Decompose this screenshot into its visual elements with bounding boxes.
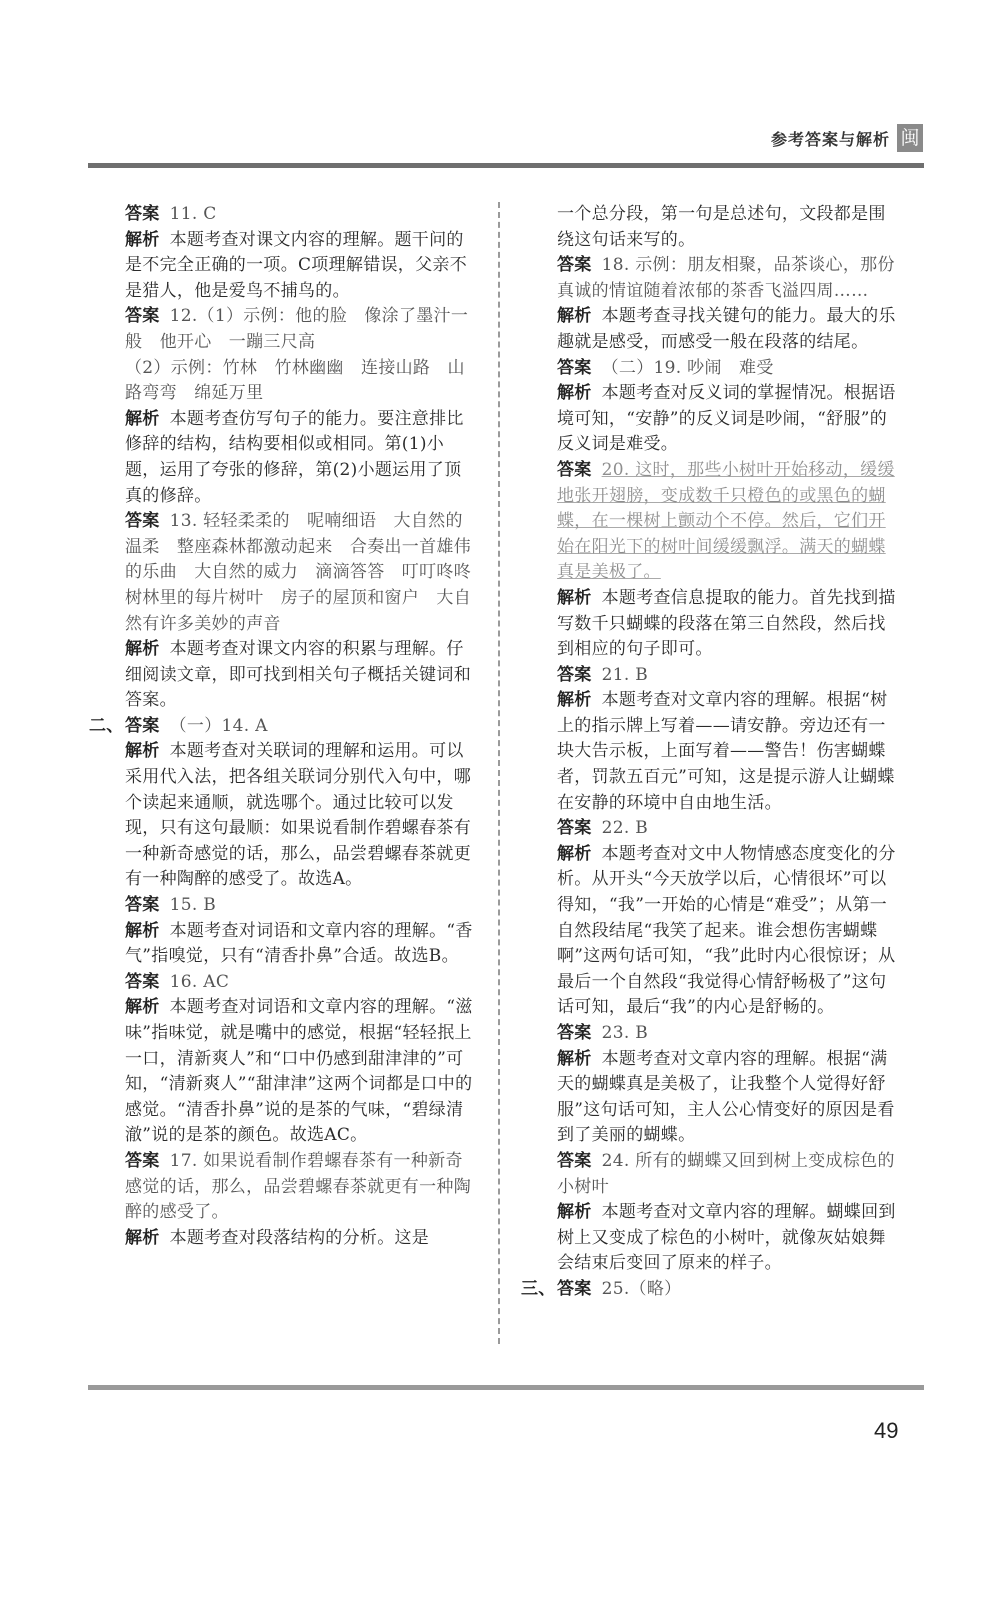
answer-label: 答案: [125, 511, 160, 532]
q21-answer: [557, 663, 902, 689]
explanation-text: 本题考查信息提取的能力。首先找到描写数千只蝴蝶的段落在第三自然段，然后找到相应的句子即可。: [557, 587, 896, 660]
region-badge: 闽: [897, 124, 923, 152]
answer-text: 16. AC: [169, 971, 230, 992]
q11-explanation: [125, 228, 475, 305]
explanation-label: 解析: [557, 306, 592, 327]
answer-label: 答案: [125, 895, 160, 916]
explanation-label: 解析: [557, 690, 592, 711]
explanation-label: 解析: [125, 920, 160, 941]
answer-label: 答案: [557, 459, 592, 480]
q17-explanation-continued: [557, 202, 902, 253]
q11-answer: [125, 202, 475, 228]
q12-explanation: [125, 407, 475, 509]
explanation-text: 一个总分段，第一句是总述句，文段都是围绕这句话来写的。: [557, 204, 886, 250]
explanation-text: 本题考查对关联词的理解和运用。可以采用代入法，把各组关联词分别代入句中，哪个读起来通顺，就选哪个。通过比较可以发现，只有这句最顺：如果说看制作碧螺春茶有一种新奇感觉的话，那么，品尝碧螺春茶就更有一种陶醉的感受了。故选A。: [125, 741, 471, 890]
q22-explanation: [557, 842, 902, 1021]
explanation-text: 本题考查对文中人物情感态度变化的分析。从开头“今天放学以后，心情很坏”可以得知，“我”一开始的心情是“难受”；从第一自然段结尾“我笑了起来。谁会想伤害蝴蝶啊”这两句话可知，“我”此时内心很惊讶；从最后一个自然段“我觉得心情舒畅极了”这句话可知，最后“我”的内心是舒畅的。: [557, 843, 896, 1018]
explanation-text: 本题考查对课文内容的积累与理解。仔细阅读文章，即可找到相关句子概括关键词和答案。: [125, 639, 471, 711]
section-two: [89, 714, 475, 740]
answer-label: 答案: [557, 357, 592, 378]
q15-explanation: [125, 919, 475, 970]
answer-label: 答案: [125, 204, 160, 224]
right-column: [521, 202, 902, 1303]
q20-explanation: [557, 586, 902, 663]
answer-text: 24. 所有的蝴蝶又回到树上变成棕色的小树叶: [557, 1150, 895, 1197]
answer-label: 答案: [125, 971, 160, 992]
explanation-text: 本题考查对词语和文章内容的理解。“滋味”指味觉，就是嘴中的感觉，根据“轻轻抿上一口，清新爽人”和“口中仍感到甜津津的”可知，“清新爽人”“甜津津”这两个词都是口中的感觉。“清香扑鼻”说的是茶的气味，“碧绿清澈”说的是茶的颜色。故选AC。: [125, 997, 473, 1146]
explanation-label: 解析: [125, 639, 160, 660]
q16-explanation: [125, 995, 475, 1149]
explanation-text: 本题考查对文章内容的理解。蝴蝶回到树上又变成了棕色的小树叶，就像灰姑娘舞会结束后变回了原来的样子。: [557, 1202, 896, 1274]
explanation-text: 本题考查对反义词的掌握情况。根据语境可知，“安静”的反义词是吵闹，“舒服”的反义词是难受。: [557, 383, 896, 455]
section-three: [521, 1277, 902, 1303]
answer-text: 23. B: [601, 1023, 649, 1043]
q21-explanation: [557, 688, 902, 816]
page-header-title: 参考答案与解析: [770, 130, 890, 149]
q12-answer: [125, 304, 475, 355]
q19-answer: [557, 356, 902, 382]
answer-text: 11. C: [169, 204, 217, 224]
explanation-text: 本题考查对词语和文章内容的理解。“香气”指嗅觉，只有“清香扑鼻”合适。故选B。: [125, 920, 473, 967]
answer-label: 答案: [557, 1278, 592, 1299]
answer-text: （2）示例：竹林 竹林幽幽 连接山路 山路弯弯 绵延万里: [125, 357, 465, 404]
explanation-label: 解析: [557, 587, 592, 608]
q13-explanation: [125, 637, 475, 714]
answer-text: （一）14. A: [169, 715, 268, 736]
q17-explanation: [125, 1226, 475, 1252]
explanation-label: 解析: [557, 843, 592, 864]
q20-answer: [557, 458, 902, 586]
answer-text: 15. B: [169, 895, 217, 916]
answer-label: 答案: [125, 306, 160, 327]
explanation-label: 解析: [125, 741, 160, 762]
answer-label: 答案: [557, 1023, 592, 1043]
header-rule: [88, 163, 924, 168]
left-column: [89, 202, 489, 1251]
q18-explanation: [557, 304, 902, 355]
answer-text: 13. 轻轻柔柔的 呢喃细语 大自然的温柔 整座森林都激动起来 合奏出一首雄伟的乐曲 大自然的威力 滴滴答答 叮叮咚咚 树林里的每片树叶 房子的屋顶和窗户 大自然有许多美妙的声音: [125, 511, 489, 634]
answer-text: 22. B: [601, 818, 649, 839]
explanation-text: 本题考查对文章内容的理解。根据“树上的指示牌上写着——请安静。旁边还有一块大告示板，上面写着——警告！伤害蝴蝶者，罚款五百元”可知，这是提示游人让蝴蝶在安静的环境中自由地生活。: [557, 690, 895, 813]
explanation-text: 本题考查寻找关键句的能力。最大的乐趣就是感受，而感受一般在段落的结尾。: [557, 306, 896, 352]
section-three-marker: 三、: [521, 1278, 556, 1299]
q14-answer: [125, 714, 475, 740]
explanation-text: 本题考查仿写句子的能力。要注意排比修辞的结构，结构要相似或相同。第(1)小题，运用了夸张的修辞，第(2)小题运用了顶真的修辞。: [125, 408, 464, 506]
explanation-label: 解析: [125, 229, 160, 250]
q12-answer-part2: [125, 356, 475, 407]
section-two-marker: 二、: [89, 715, 124, 736]
answer-label: 答案: [125, 715, 160, 736]
q18-answer: [557, 253, 902, 304]
answer-label: 答案: [557, 664, 592, 685]
answer-label: 答案: [557, 255, 592, 276]
q24-explanation: [557, 1200, 902, 1277]
explanation-label: 解析: [125, 408, 160, 429]
explanation-label: 解析: [557, 383, 592, 404]
answer-label: 答案: [125, 1150, 160, 1171]
explanation-label: 解析: [557, 1048, 592, 1069]
answer-label: 答案: [557, 1150, 592, 1171]
q15-answer: [125, 893, 475, 919]
q24-answer: [557, 1149, 902, 1200]
page-number: 49: [874, 1418, 899, 1443]
column-divider: [498, 202, 500, 1344]
explanation-label: 解析: [125, 1227, 160, 1248]
answer-text: 21. B: [601, 664, 649, 685]
q19-explanation: [557, 381, 902, 458]
answer-label: 答案: [557, 818, 592, 839]
answer-text: 18. 示例：朋友相聚，品茶谈心，那份真诚的情谊随着浓郁的茶香飞溢四周……: [557, 255, 895, 301]
answer-text: 20. 这时，那些小树叶开始移动，缓缓地张开翅膀，变成数千只橙色的或黑色的蝴蝶，在一棵树上颤动个不停。然后，它们开始在阳光下的树叶间缓缓飘浮。满天的蝴蝶真是美极了。: [557, 459, 895, 583]
q17-answer: [125, 1149, 475, 1226]
answer-text: 25.（略）: [601, 1278, 682, 1299]
answer-text: （二）19. 吵闹 难受: [601, 357, 774, 378]
q23-explanation: [557, 1047, 902, 1149]
explanation-text: 本题考查对课文内容的理解。题干问的是不完全正确的一项。C项理解错误，父亲不是猎人，他是爱鸟不捕鸟的。: [125, 229, 468, 301]
footer-rule: [88, 1385, 924, 1390]
q22-answer: [557, 816, 902, 842]
answer-text: 17. 如果说看制作碧螺春茶有一种新奇感觉的话，那么，品尝碧螺春茶就更有一种陶醉的感受了。: [125, 1150, 471, 1223]
q16-answer: [125, 970, 475, 996]
q13-answer: [125, 509, 489, 637]
explanation-text: 本题考查对段落结构的分析。这是: [169, 1227, 430, 1248]
explanation-label: 解析: [125, 997, 160, 1018]
q25-answer: [557, 1277, 902, 1303]
explanation-text: 本题考查对文章内容的理解。根据“满天的蝴蝶真是美极了，让我整个人觉得好舒服”这句话可知，主人公心情变好的原因是看到了美丽的蝴蝶。: [557, 1048, 895, 1146]
q14-explanation: [125, 739, 475, 893]
answer-text: 12.（1）示例：他的脸 像涂了墨汁一般 他开心 一蹦三尺高: [125, 306, 469, 352]
q23-answer: [557, 1021, 902, 1047]
explanation-label: 解析: [557, 1202, 592, 1223]
